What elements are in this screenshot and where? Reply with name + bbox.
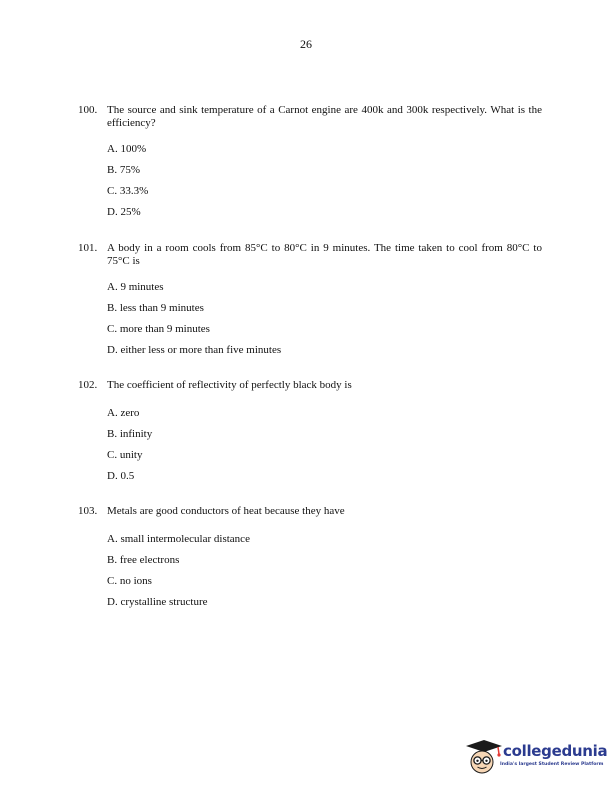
- option-b: B. infinity: [107, 428, 153, 440]
- option-d: D. 25%: [107, 206, 141, 218]
- logo-tagline: India's largest Student Review Platform: [500, 762, 604, 767]
- options-list: [107, 533, 542, 617]
- page-number: 26: [300, 37, 312, 51]
- option-d: D. crystalline structure: [107, 596, 208, 608]
- question-number: 102.: [78, 379, 98, 391]
- option-a: A. small intermolecular distance: [107, 533, 250, 545]
- option-a: A. 9 minutes: [107, 281, 164, 293]
- option-a: A. zero: [107, 407, 140, 419]
- option-c: C. unity: [107, 449, 143, 461]
- option-c: C. more than 9 minutes: [107, 323, 210, 335]
- option-c: C. no ions: [107, 575, 152, 587]
- question-text: The source and sink temperature of a Carnot engine are 400k and 300k respectively. What is the efficiency?: [107, 104, 542, 129]
- question-101: [78, 242, 542, 365]
- question-102: [78, 379, 542, 491]
- options-list: [107, 281, 542, 365]
- question-text: The coefficient of reflectivity of perfectly black body is: [107, 379, 352, 391]
- option-d: D. either less or more than five minutes: [107, 344, 282, 356]
- options-list: [107, 407, 542, 491]
- question-number: 103.: [78, 505, 98, 517]
- option-c: C. 33.3%: [107, 185, 149, 197]
- logo-wordmark: collegedunia: [503, 742, 608, 760]
- options-list: [107, 143, 542, 227]
- question-number: 100.: [78, 104, 98, 116]
- question-103: [78, 505, 542, 617]
- option-b: B. free electrons: [107, 554, 180, 566]
- option-b: B. less than 9 minutes: [107, 302, 204, 314]
- question-number: 101.: [78, 242, 98, 254]
- option-a: A. 100%: [107, 143, 147, 155]
- question-100: [78, 104, 542, 227]
- question-text: Metals are good conductors of heat because they have: [107, 505, 345, 517]
- option-b: B. 75%: [107, 164, 140, 176]
- question-text: A body in a room cools from 85°C to 80°C in 9 minutes. The time taken to cool from 80°C to 75°C is: [107, 242, 542, 267]
- option-d: D. 0.5: [107, 470, 135, 482]
